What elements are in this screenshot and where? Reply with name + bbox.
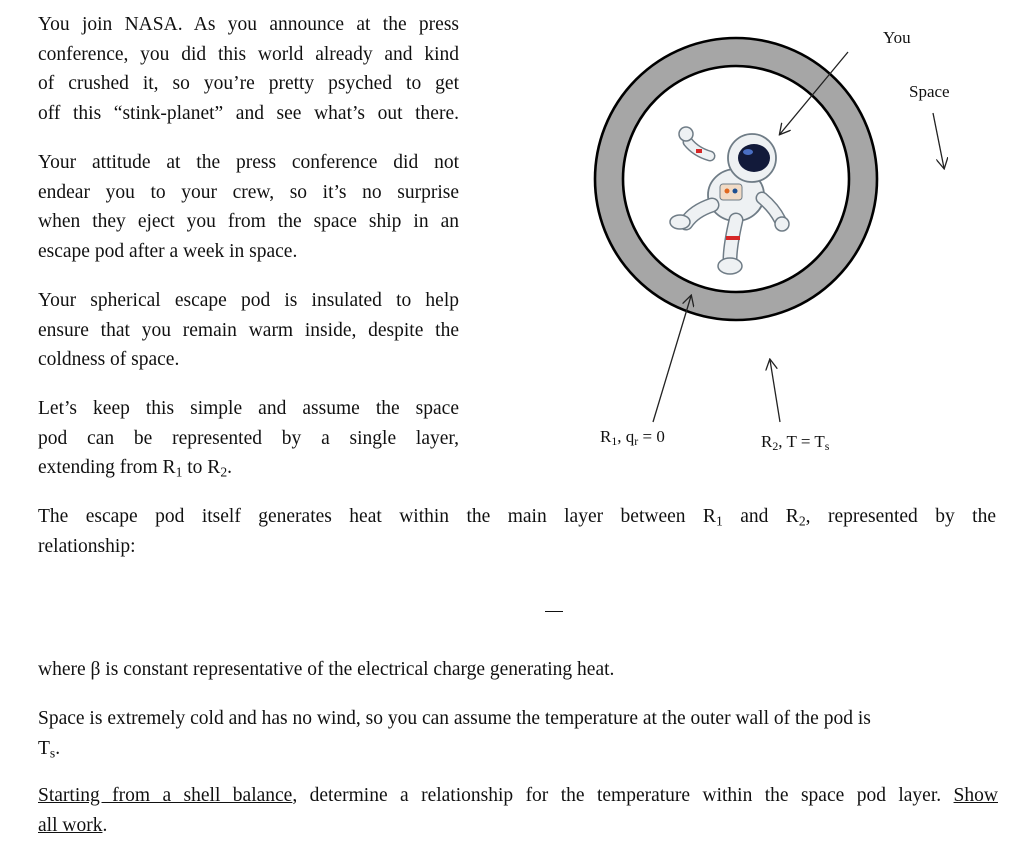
paragraph-8 <box>38 781 998 840</box>
p2-line: endear you to your crew, so it’s no surprise <box>38 181 459 203</box>
label-text: R <box>761 432 773 451</box>
underlined-text: all work <box>38 814 103 836</box>
p4-text: . <box>227 457 233 478</box>
label-r1 <box>600 427 665 447</box>
subscript: s <box>824 438 830 453</box>
paragraph-5 <box>38 502 996 561</box>
subscript: 1 <box>611 433 618 448</box>
subscript: 2 <box>798 513 806 529</box>
p1-line: of crushed it, so you’re pretty psyched to get <box>38 73 459 94</box>
paragraph-2 <box>38 148 459 266</box>
subscript: 1 <box>175 464 183 480</box>
pod-diagram <box>540 10 1020 480</box>
p2-line: when they eject you from the space ship in an <box>38 211 459 232</box>
underlined-text: Show <box>953 785 998 806</box>
paragraph-7 <box>38 704 998 763</box>
label-you: You <box>883 28 911 47</box>
p4-text: extending from R <box>38 457 176 478</box>
p4-text: to R <box>182 457 221 478</box>
escape-pod-figure <box>540 10 1020 480</box>
underlined-text: Starting from a shell balance <box>38 785 293 806</box>
p1-line: You join NASA. As you announce at the press <box>38 14 459 35</box>
label-text: = 0 <box>638 427 665 446</box>
subscript: 1 <box>715 513 723 529</box>
label-text: R <box>600 427 612 446</box>
p4-line-last <box>38 453 459 483</box>
p8-text: . <box>102 814 108 836</box>
p2-line: Your attitude at the press conference did not <box>38 152 459 173</box>
subscript: r <box>634 433 639 448</box>
subscript: s <box>49 744 56 760</box>
p7-line: Space is extremely cold and has no wind, so you can assume the temperature at the outer wall of the pod is <box>38 708 871 729</box>
subscript: 2 <box>220 464 228 480</box>
r1-arrow <box>653 296 691 422</box>
p3-line: Your spherical escape pod is insulated to help <box>38 290 459 311</box>
p7-text: T <box>38 737 50 759</box>
paragraph-3 <box>38 286 459 375</box>
label-text: , T = T <box>778 432 825 451</box>
p3-line: ensure that you remain warm inside, despite the <box>38 319 459 341</box>
r2-arrow <box>770 360 780 422</box>
p5-text: , represented by the <box>805 506 996 527</box>
p1-line: conference, you did this world already and kind <box>38 43 459 65</box>
p7-text: . <box>55 737 61 759</box>
p5-text: and R <box>722 506 799 527</box>
subscript: 2 <box>772 438 779 453</box>
p8-text: , determine a relationship for the temperature within the space pod layer. <box>292 785 954 806</box>
p3-line: coldness of space. <box>38 349 180 370</box>
p4-line: Let’s keep this simple and assume the space <box>38 398 459 419</box>
p5-text: The escape pod itself generates heat within the main layer between R <box>38 506 716 527</box>
p2-line: escape pod after a week in space. <box>38 240 298 262</box>
heat-generation-equation <box>448 585 598 645</box>
p8-line <box>38 781 998 811</box>
p7-line-2 <box>38 734 998 764</box>
paragraph-6: where β is constant representative of the electrical charge generating heat. <box>38 659 615 680</box>
space-arrow <box>933 113 944 168</box>
paragraph-4 <box>38 394 459 483</box>
label-space: Space <box>909 82 950 101</box>
p5-line <box>38 502 996 532</box>
paragraph-1 <box>38 10 459 128</box>
p4-line: pod can be represented by a single layer, <box>38 427 459 449</box>
p5-line-2: relationship: <box>38 535 136 557</box>
label-text: , q <box>617 427 635 446</box>
fraction-bar <box>545 611 563 612</box>
label-r2 <box>761 432 829 452</box>
p1-line: off this “stink-planet” and see what’s out there. <box>38 102 459 124</box>
p8-line-2 <box>38 811 998 841</box>
